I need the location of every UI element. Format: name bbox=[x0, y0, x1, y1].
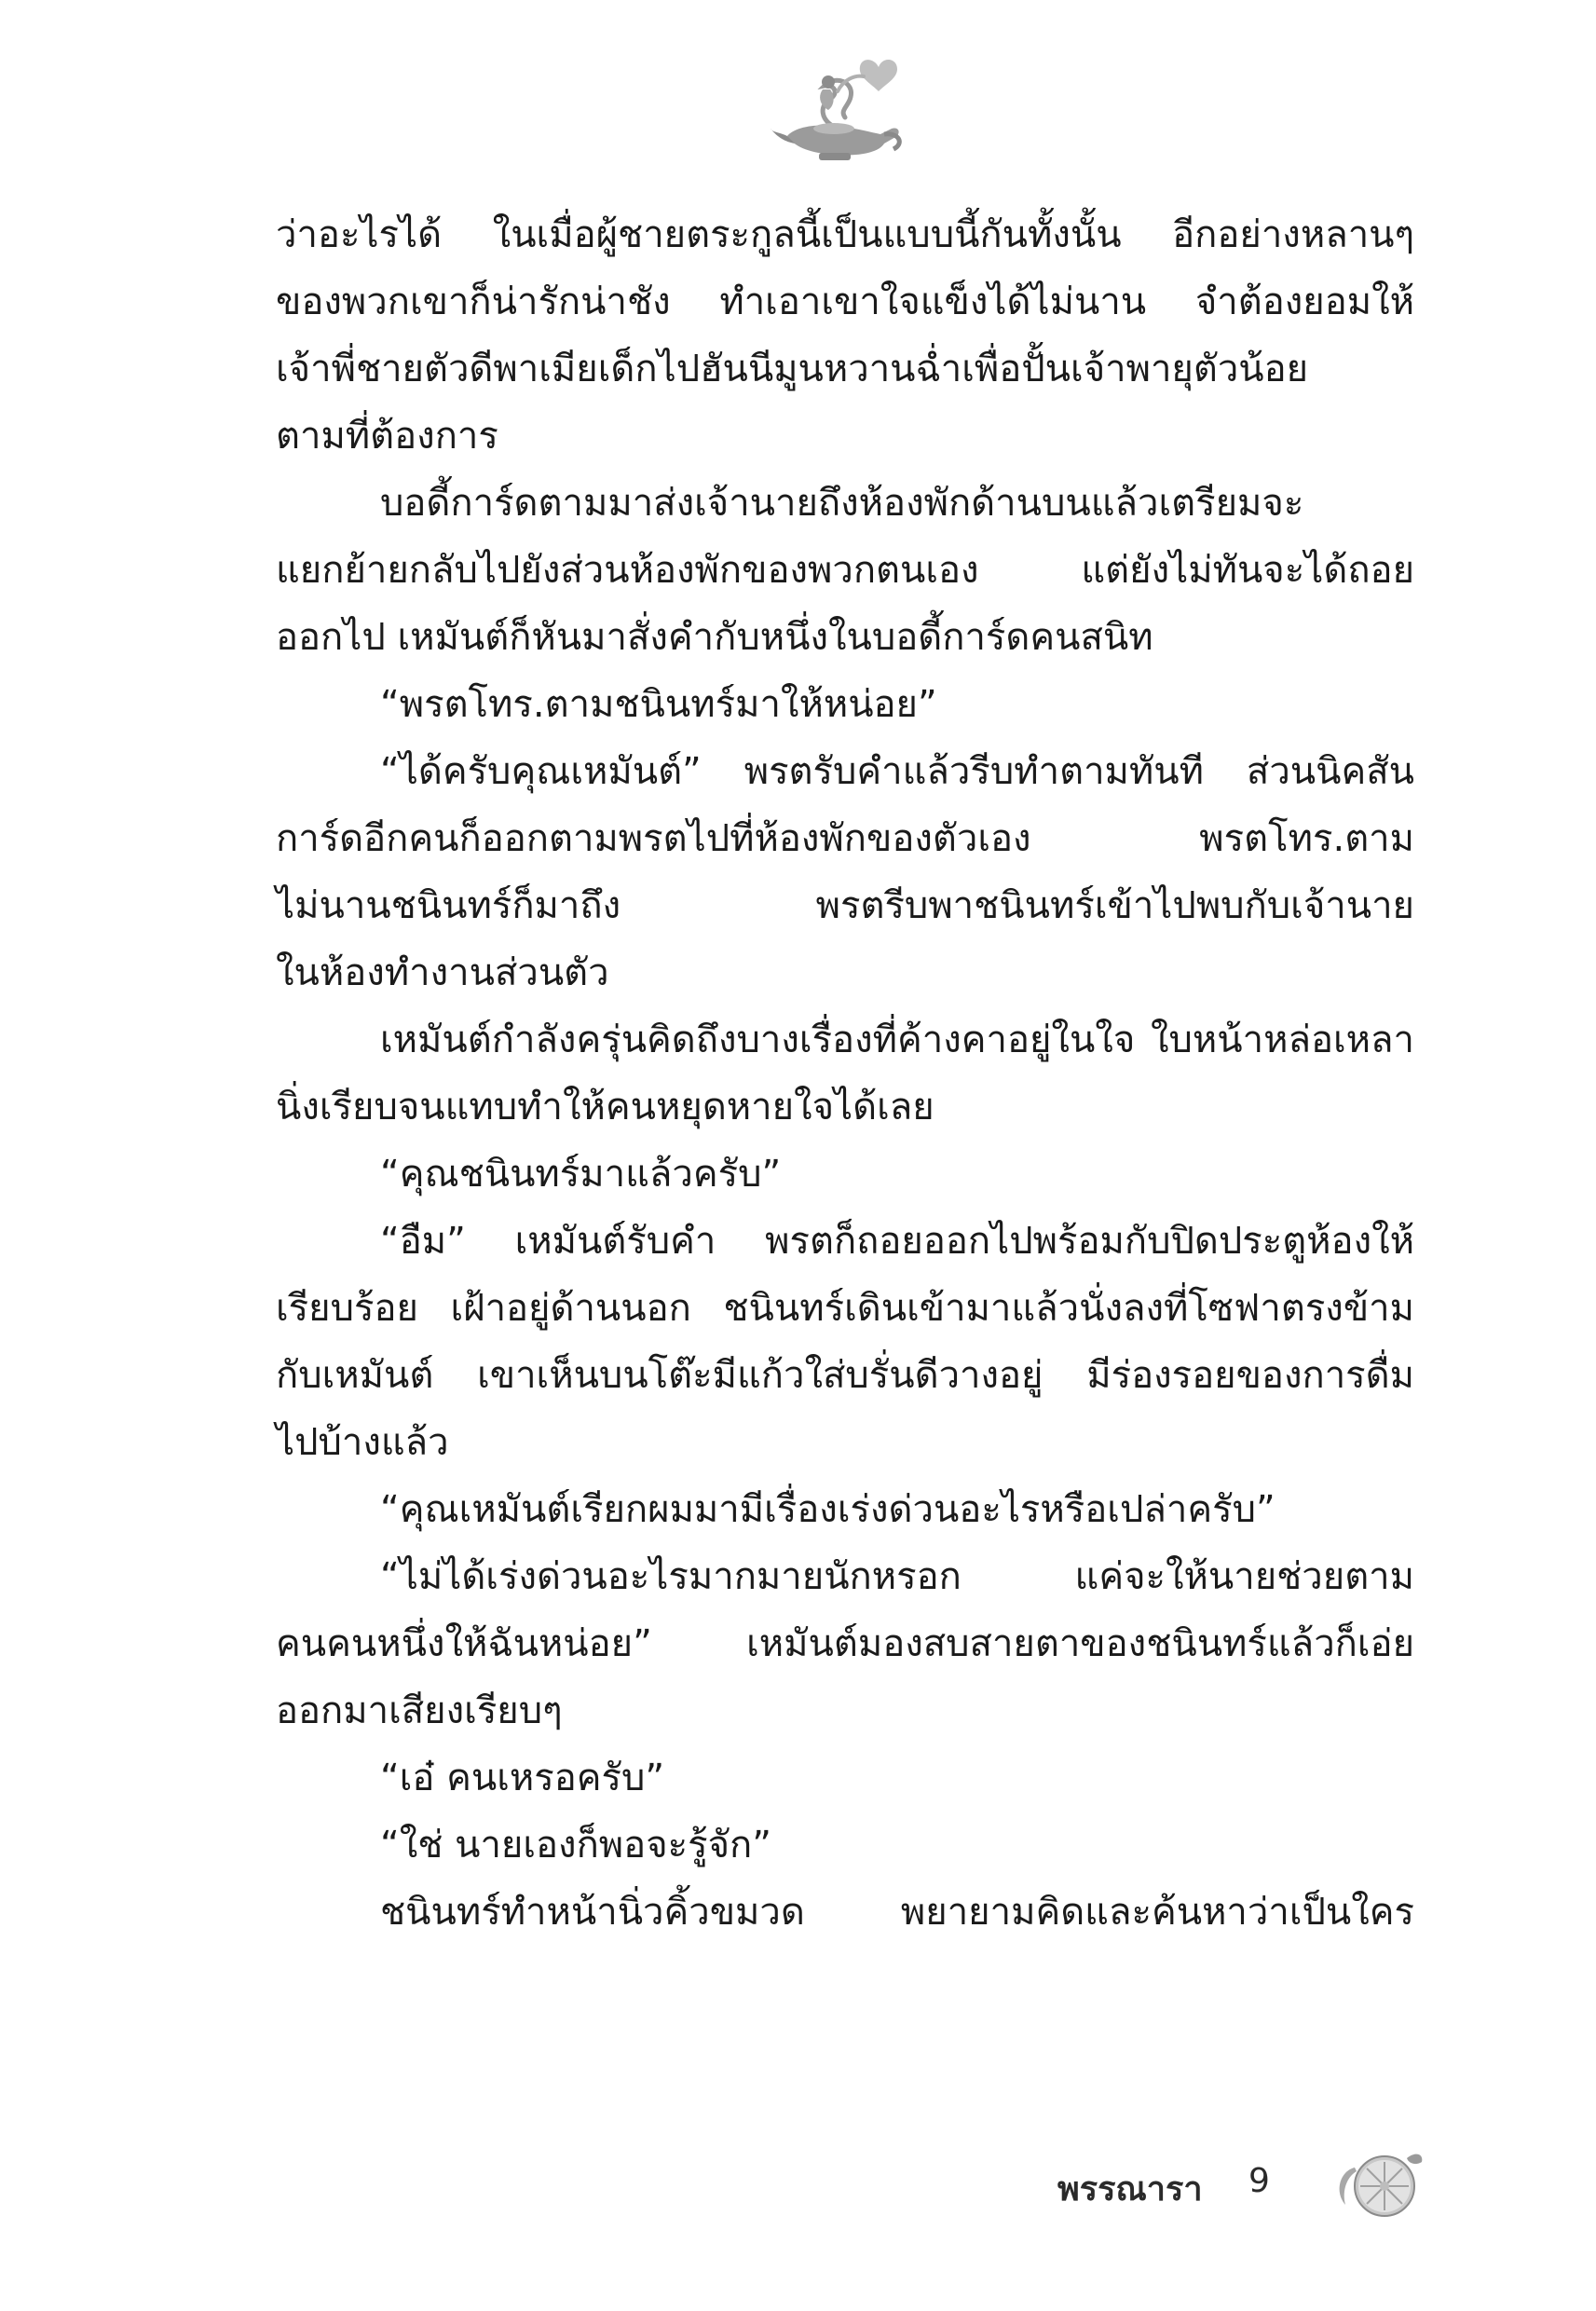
paragraph bbox=[276, 201, 1414, 470]
text-line: ตามที่ต้องการ bbox=[276, 415, 498, 458]
text-line: เหมันต์กำลังครุ่นคิดถึงบางเรื่องที่ค้างคาอยู่ในใจ ใบหน้าหล่อเหลา bbox=[380, 1019, 1414, 1061]
text-line: ออกไป เหมันต์ก็หันมาสั่งคำกับหนึ่งในบอดี้การ์ดคนสนิท bbox=[276, 616, 1153, 659]
paragraph bbox=[276, 1476, 1414, 1543]
paragraph bbox=[276, 738, 1414, 1006]
text-line: “ใช่ นายเองก็พอจะรู้จัก” bbox=[380, 1824, 771, 1867]
text-line: ว่าอะไรได้ ในเมื่อผู้ชายตระกูลนี้เป็นแบบนี้กันทั้งนั้น อีกอย่างหลานๆ bbox=[276, 213, 1414, 256]
text-line: ชนินทร์ทำหน้านิ่วคิ้วขมวด พยายามคิดและค้นหาว่าเป็นใคร bbox=[380, 1891, 1414, 1934]
text-line: แยกย้ายกลับไปยังส่วนห้องพักของพวกตนเอง แต่ยังไม่ทันจะได้ถอย bbox=[276, 549, 1414, 592]
paragraph bbox=[276, 1006, 1414, 1141]
book-title: พรรณารา bbox=[1057, 2170, 1203, 2208]
text-line: เรียบร้อย เฝ้าอยู่ด้านนอก ชนินทร์เดินเข้ามาแล้วนั่งลงที่โซฟาตรงข้าม bbox=[276, 1287, 1414, 1330]
text-line: การ์ดอีกคนก็ออกตามพรตไปที่ห้องพักของตัวเอง พรตโทร.ตาม bbox=[276, 817, 1414, 860]
text-line: “ไม่ได้เร่งด่วนอะไรมากมายนักหรอก แค่จะให้นายช่วยตาม bbox=[380, 1555, 1414, 1598]
page-footer bbox=[1025, 2147, 1472, 2222]
paragraph bbox=[276, 1543, 1414, 1744]
text-line: ไม่นานชนินทร์ก็มาถึง พรตรีบพาชนินทร์เข้าไปพบกับเจ้านาย bbox=[276, 884, 1414, 927]
paragraph bbox=[276, 1812, 1414, 1879]
text-line: “คุณชนินทร์มาแล้วครับ” bbox=[380, 1153, 782, 1196]
paragraph bbox=[276, 1208, 1414, 1476]
paragraph bbox=[276, 671, 1414, 738]
text-line: ไปบ้างแล้ว bbox=[276, 1421, 449, 1464]
text-line: เจ้าพี่ชายตัวดีพาเมียเด็กไปฮันนีมูนหวานฉ่ำเพื่อปั้นเจ้าพายุตัวน้อย bbox=[276, 348, 1309, 390]
text-line: กับเหมันต์ เขาเห็นบนโต๊ะมีแก้วใส่บรั่นดีวางอยู่ มีร่องรอยของการดื่ม bbox=[276, 1354, 1414, 1397]
text-line: คนคนหนึ่งให้ฉันหน่อย” เหมันต์มองสบสายตาของชนินทร์แล้วก็เอ่ย bbox=[276, 1622, 1414, 1665]
page-number: 9 bbox=[1248, 2162, 1270, 2200]
text-line: “เอ๋ คนเหรอครับ” bbox=[380, 1757, 665, 1799]
text-line: บอดี้การ์ดตามมาส่งเจ้านายถึงห้องพักด้านบนแล้วเตรียมจะ bbox=[380, 482, 1304, 525]
text-line: “อืม” เหมันต์รับคำ พรตก็ถอยออกไปพร้อมกับปิดประตูห้องให้ bbox=[380, 1220, 1414, 1263]
paragraph bbox=[276, 1744, 1414, 1812]
text-line: “พรตโทร.ตามชนินทร์มาให้หน่อย” bbox=[380, 683, 937, 726]
text-line: นิ่งเรียบจนแทบทำให้คนหยุดหายใจได้เลย bbox=[276, 1086, 934, 1128]
text-line: “คุณเหมันต์เรียกผมมามีเรื่องเร่งด่วนอะไรหรือเปล่าครับ” bbox=[380, 1488, 1275, 1531]
text-line: ออกมาเสียงเรียบๆ bbox=[276, 1689, 563, 1732]
text-line: ในห้องทำงานส่วนตัว bbox=[276, 951, 609, 994]
text-line: “ได้ครับคุณเหมันต์” พรตรับคำแล้วรีบทำตามทันที ส่วนนิคสัน bbox=[380, 750, 1414, 793]
orange-fruit-icon bbox=[1323, 2147, 1425, 2222]
paragraph bbox=[276, 1141, 1414, 1208]
paragraph bbox=[276, 1879, 1414, 1946]
book-page-body bbox=[276, 201, 1414, 1946]
genie-lamp-with-heart-icon bbox=[769, 54, 908, 164]
text-line: ของพวกเขาก็น่ารักน่าชัง ทำเอาเขาใจแข็งได้ไม่นาน จำต้องยอมให้ bbox=[276, 280, 1414, 323]
paragraph bbox=[276, 470, 1414, 671]
